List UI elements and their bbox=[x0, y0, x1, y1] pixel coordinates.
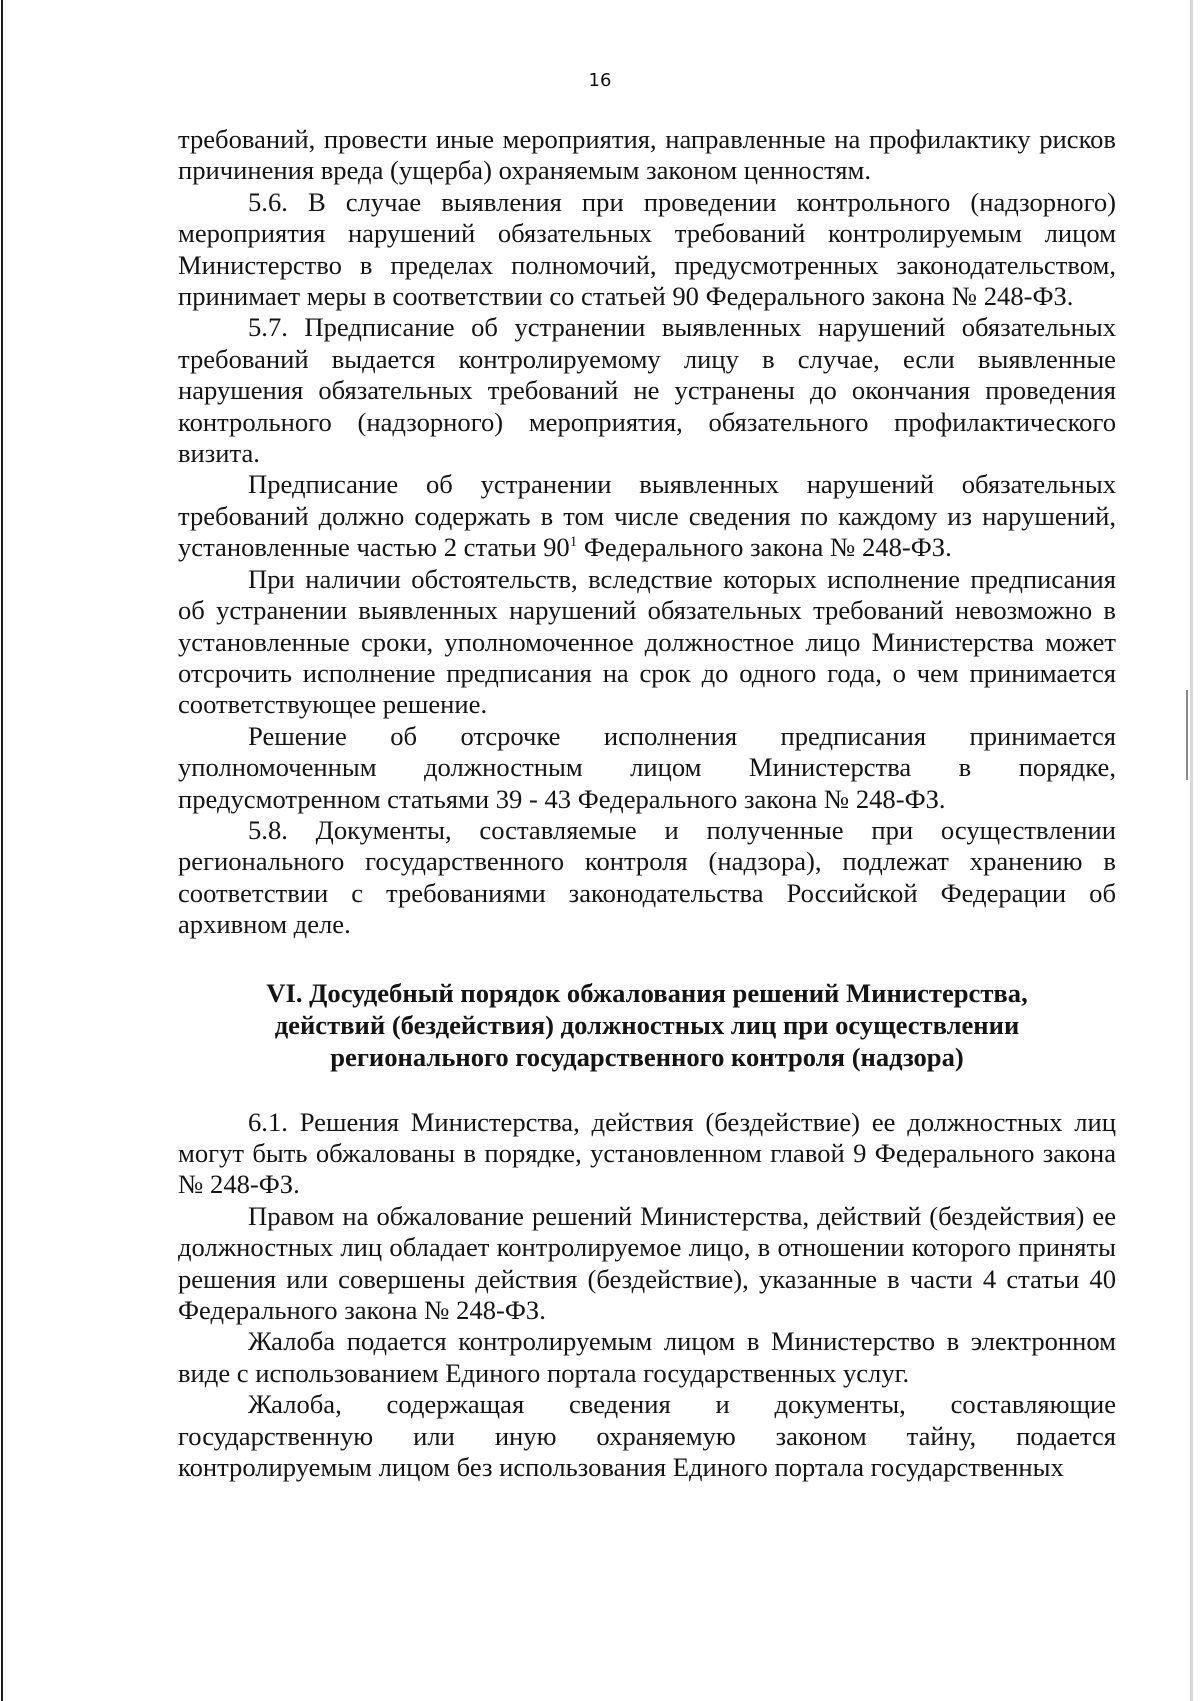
paragraph-right-to-appeal: Правом на обжалование решений Министерства, действий (бездействия) ее должностных лиц обладает контролируемое лицо, в отношении которого приняты решения или совершены действия (бездействие), указанные в части 4 статьи 40 Федерального закона № 248-ФЗ. bbox=[178, 1200, 1116, 1325]
document-body bbox=[178, 124, 1116, 1483]
heading-line-3: регионального государственного контроля (надзора) bbox=[330, 1041, 964, 1072]
paragraph-complaint-secret: Жалоба, содержащая сведения и документы, составляющие государственную или иную охраняемую законом тайну, подается контролируемым лицом без использования Единого портала государственных bbox=[178, 1389, 1116, 1483]
paragraph-deferral-circumstances: При наличии обстоятельств, вследствие которых исполнение предписания об устранении выявленных нарушений обязательных требований невозможно в установленные сроки, уполномоченное должностное лицо Министерства может отсрочить исполнение предписания на срок до одного года, о чем принимается соответствующее решение. bbox=[178, 563, 1116, 720]
page-number: 16 bbox=[588, 70, 612, 91]
scan-edge-right bbox=[1190, 0, 1193, 1701]
heading-line-2: действий (бездействия) должностных лиц при осуществлении bbox=[274, 1009, 1020, 1040]
scan-edge-mark bbox=[1186, 690, 1188, 780]
heading-line-1: VI. Досудебный порядок обжалования решений Министерства, bbox=[266, 977, 1028, 1008]
section-heading-vi bbox=[178, 977, 1116, 1073]
scan-edge-left bbox=[1, 0, 3, 1701]
paragraph-prescription-content bbox=[178, 469, 1116, 563]
paragraph-5-6: 5.6. В случае выявления при проведении контрольного (надзорного) мероприятия нарушений обязательных требований контролируемым лицом Министерство в пределах полномочий, предусмотренных законодательством, принимает меры в соответствии со статьей 90 Федерального закона № 248-ФЗ. bbox=[178, 186, 1116, 312]
paragraph-complaint-electronic: Жалоба подается контролируемым лицом в Министерство в электронном виде с использованием Единого портала государственных услуг. bbox=[178, 1326, 1116, 1388]
paragraph-6-1: 6.1. Решения Министерства, действия (бездействие) ее должностных лиц могут быть обжалованы в порядке, установленном главой 9 Федерального закона № 248-ФЗ. bbox=[178, 1106, 1116, 1200]
paragraph-deferral-decision: Решение об отсрочке исполнения предписания принимается уполномоченным должностным лицом Министерства в порядке, предусмотренном статьями 39 - 43 Федерального закона № 248-ФЗ. bbox=[178, 720, 1116, 814]
paragraph-prescription-text: Предписание об устранении выявленных нарушений обязательных требований должно содержать в том числе сведения по каждому из нарушений, установленные частью 2 статьи 90 bbox=[178, 469, 1116, 563]
paragraph-continuation: требований, провести иные мероприятия, направленные на профилактику рисков причинения вреда (ущерба) охраняемым законом ценностям. bbox=[178, 124, 1116, 186]
paragraph-prescription-text-end: Федерального закона № 248-ФЗ. bbox=[577, 532, 952, 563]
paragraph-5-8: 5.8. Документы, составляемые и полученные при осуществлении регионального государственного контроля (надзора), подлежат хранению в соответствии с требованиями законодательства Российской Федерации об архивном деле. bbox=[178, 814, 1116, 940]
superscript-marker: 1 bbox=[569, 534, 578, 551]
paragraph-5-7: 5.7. Предписание об устранении выявленных нарушений обязательных требований выдается контролируемому лицу в случае, если выявленные нарушения обязательных требований не устранены до окончания проведения контрольного (надзорного) мероприятия, обязательного профилактического визита. bbox=[178, 312, 1116, 469]
